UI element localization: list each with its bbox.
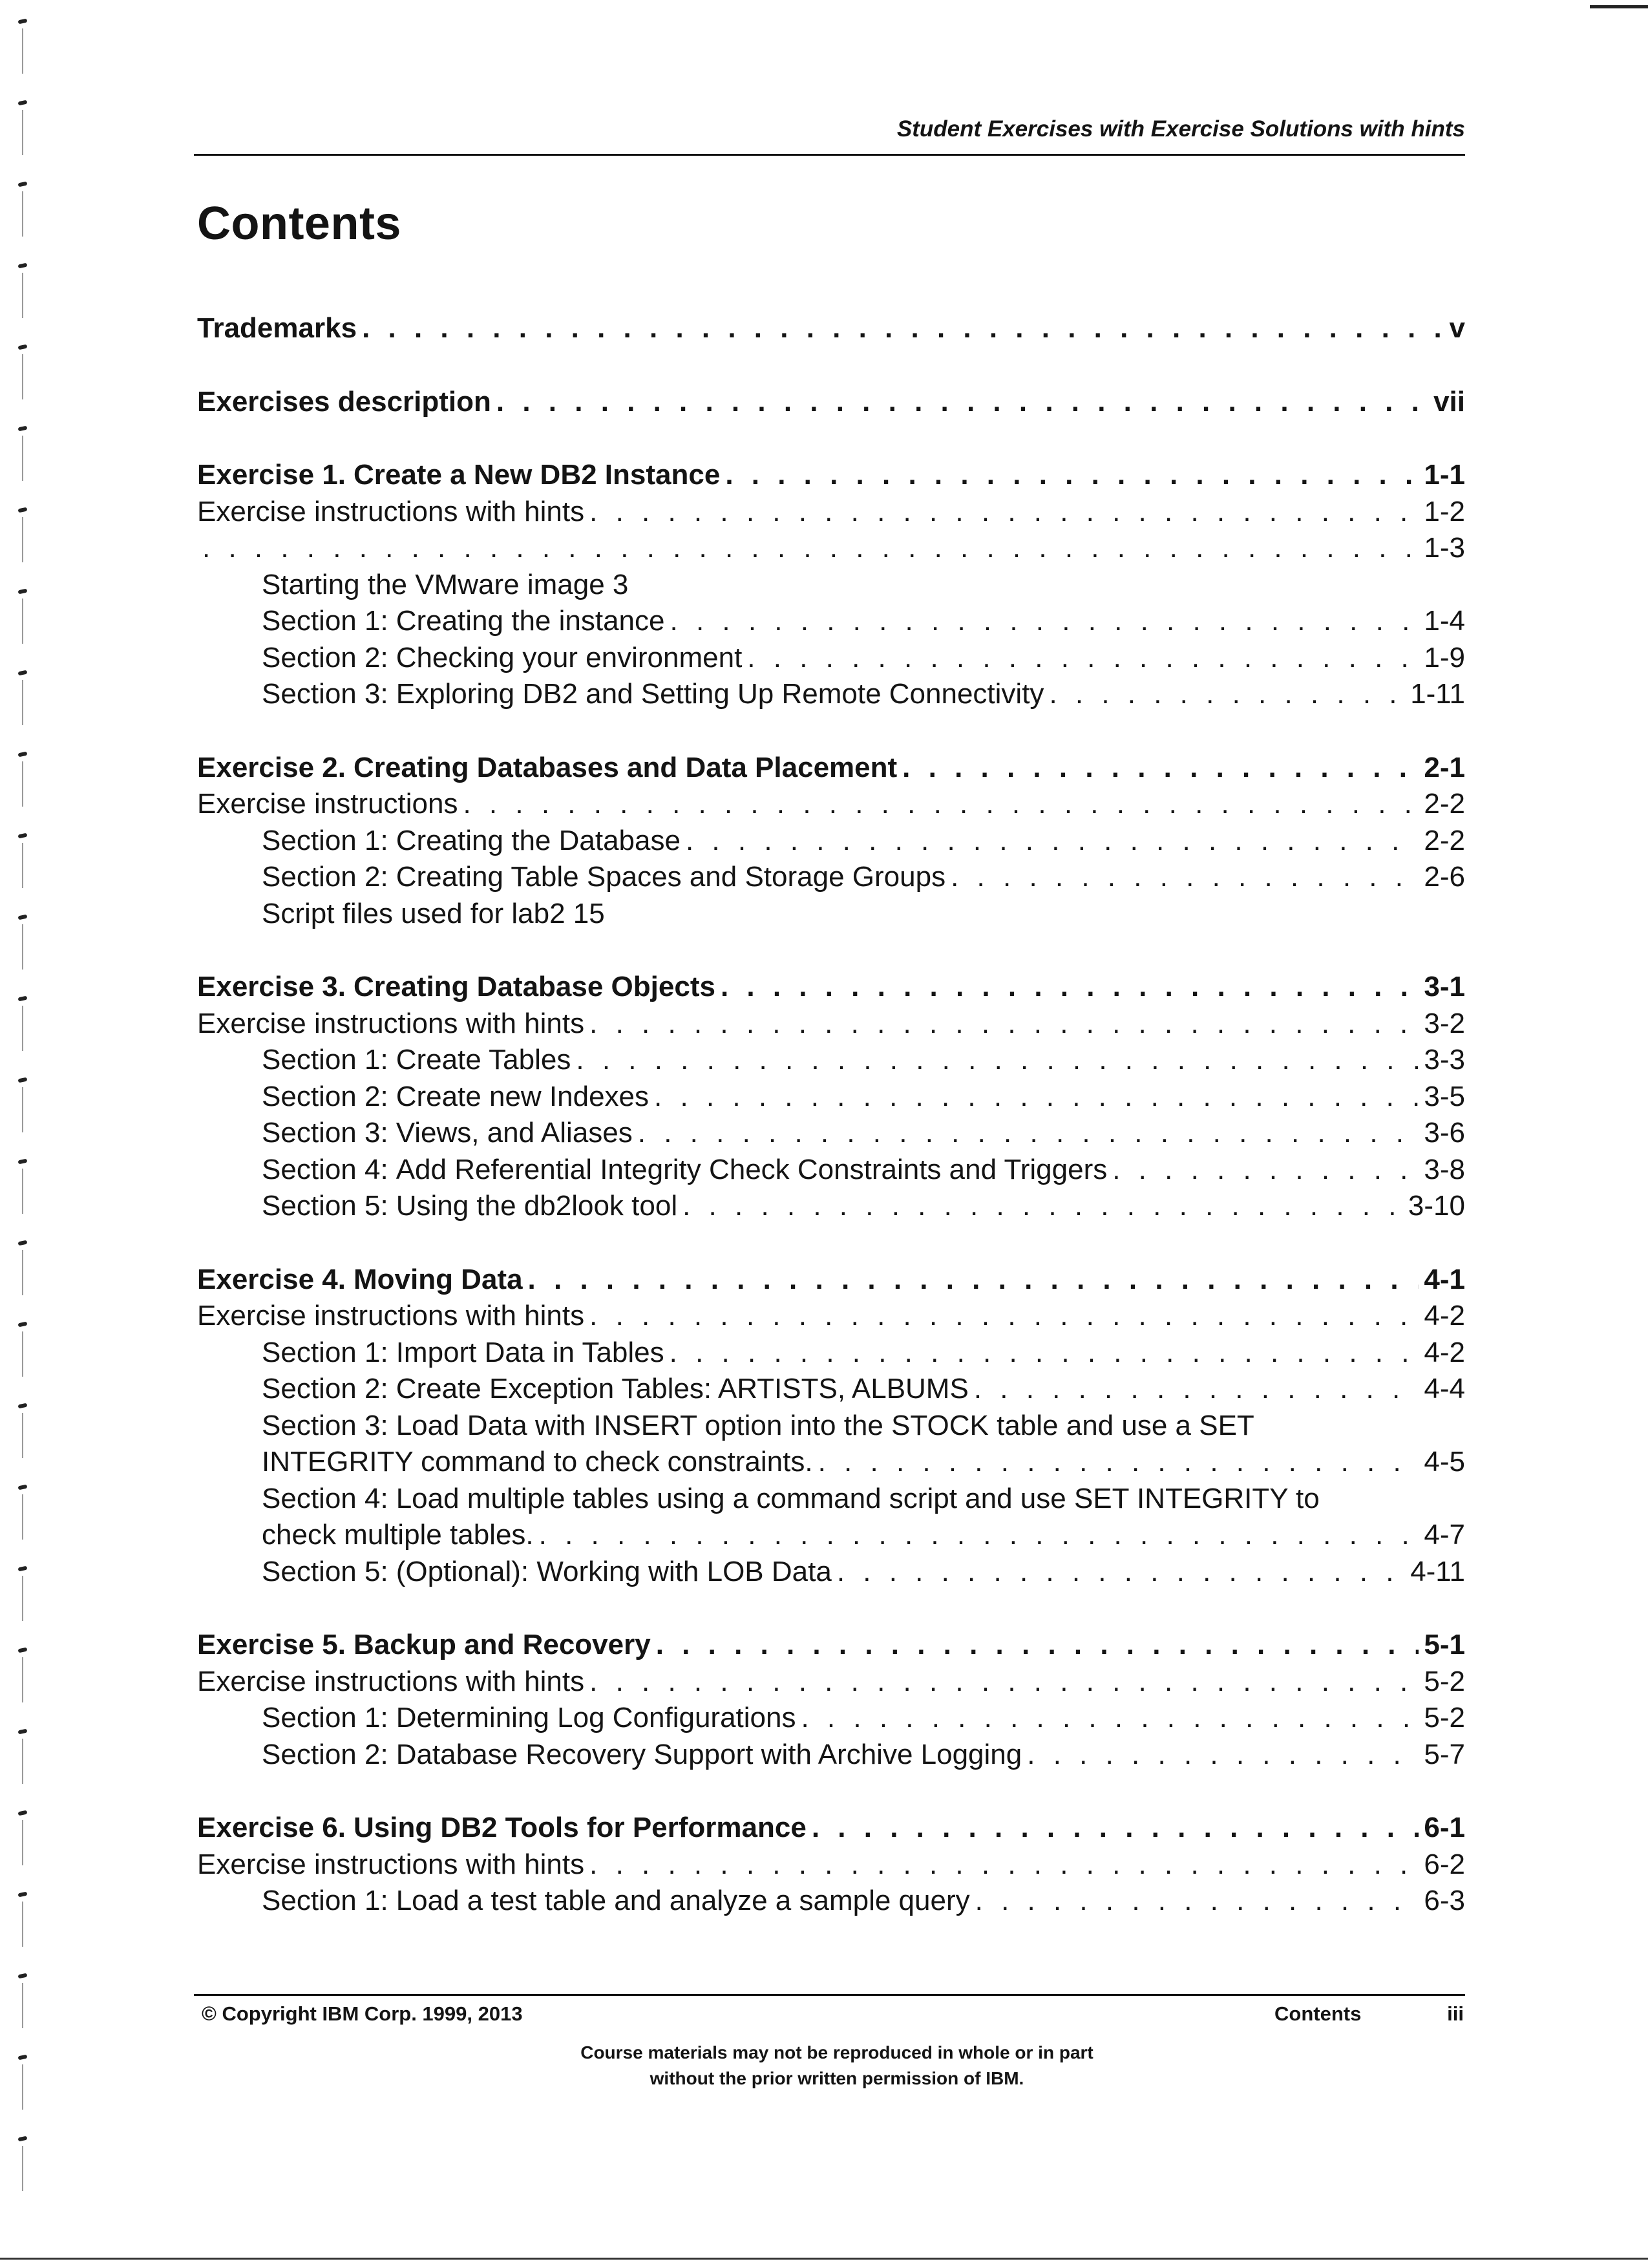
dot-leader bbox=[463, 786, 1419, 823]
toc-entry-instructions[interactable] bbox=[197, 1298, 1465, 1335]
entry-page: 2-2 bbox=[1424, 824, 1465, 856]
section-line-1 bbox=[197, 1408, 1465, 1445]
binding-shadow bbox=[22, 1169, 23, 1214]
entry-page: 1-4 bbox=[1424, 605, 1465, 637]
toc-group bbox=[197, 1627, 1465, 1773]
binding-hole bbox=[18, 2136, 28, 2142]
entry-number: Exercise 4. bbox=[197, 1263, 346, 1295]
page-title: Contents bbox=[197, 198, 401, 249]
toc-entry-instructions[interactable] bbox=[197, 1664, 1465, 1701]
scan-corner-mark bbox=[1590, 5, 1648, 8]
dot-leader bbox=[747, 640, 1419, 677]
toc-entry-section[interactable] bbox=[197, 1737, 1465, 1774]
entry-page: 4-5 bbox=[1424, 1446, 1465, 1478]
binding-shadow bbox=[22, 1006, 23, 1051]
toc-entry-section[interactable] bbox=[197, 1481, 1465, 1554]
entry-title: Views, and Aliases bbox=[396, 1117, 633, 1149]
toc-group bbox=[197, 1262, 1465, 1591]
toc-entry-section[interactable] bbox=[197, 640, 1465, 677]
binding-hole bbox=[18, 1485, 28, 1490]
entry-page: 1-2 bbox=[1424, 495, 1465, 527]
toc-entry-exercise[interactable] bbox=[197, 969, 1465, 1006]
dot-leader bbox=[496, 384, 1428, 421]
toc-entry-section[interactable] bbox=[197, 859, 1465, 896]
entry-number: Exercise 1. bbox=[197, 459, 346, 491]
dot-leader bbox=[589, 1298, 1419, 1335]
entry-page: 5-2 bbox=[1424, 1702, 1465, 1733]
section-number: Section 1: bbox=[262, 1044, 388, 1076]
binding-shadow bbox=[22, 1983, 23, 2028]
binding-shadow bbox=[22, 2146, 23, 2191]
toc-group bbox=[197, 1810, 1465, 1920]
toc-entry-section[interactable] bbox=[197, 1115, 1465, 1152]
binding-hole bbox=[18, 1240, 28, 1246]
toc-group bbox=[197, 310, 1465, 347]
binding-hole bbox=[18, 1729, 28, 1735]
toc-entry-section[interactable] bbox=[197, 1335, 1465, 1372]
toc-entry-instructions[interactable] bbox=[197, 786, 1465, 823]
entry-title: Creating Databases and Data Placement bbox=[353, 751, 898, 783]
toc-entry-section[interactable] bbox=[197, 1408, 1465, 1481]
toc-group bbox=[197, 969, 1465, 1225]
binding-hole bbox=[18, 19, 28, 25]
entry-title: Exercise instructions with hints bbox=[197, 1007, 585, 1039]
dot-leader bbox=[654, 1079, 1419, 1116]
entry-title: Create Tables bbox=[396, 1044, 571, 1076]
section-number: Section 1: bbox=[262, 824, 388, 856]
entry-title: Exercise instructions with hints bbox=[197, 495, 585, 527]
toc-entry-section[interactable] bbox=[197, 1554, 1465, 1591]
binding-shadow bbox=[22, 28, 23, 74]
binding-shadow bbox=[22, 1331, 23, 1377]
toc-entry-section[interactable] bbox=[197, 823, 1465, 860]
footer-rule bbox=[194, 1994, 1465, 1996]
binding-hole bbox=[18, 915, 28, 920]
entry-page: v bbox=[1449, 312, 1465, 344]
section-number: Section 4: bbox=[262, 1482, 388, 1514]
entry-page: 1-1 bbox=[1424, 459, 1465, 491]
binding-hole bbox=[18, 507, 28, 513]
section-number: Section 4: bbox=[262, 1153, 388, 1185]
entry-title: Using the db2look tool bbox=[396, 1190, 678, 1222]
entry-page: 1-11 bbox=[1410, 678, 1465, 710]
dot-leader bbox=[589, 1664, 1419, 1701]
entry-page: 1-3 bbox=[1424, 532, 1465, 564]
binding-hole bbox=[18, 100, 28, 106]
binding-hole bbox=[18, 426, 28, 432]
binding-shadow bbox=[22, 1576, 23, 1621]
entry-title: Load a test table and analyze a sample query bbox=[396, 1885, 970, 1916]
entry-title: Add Referential Integrity Check Constraints and Triggers bbox=[396, 1153, 1108, 1185]
binding-shadow bbox=[22, 599, 23, 644]
toc-entry-exercise[interactable] bbox=[197, 1262, 1465, 1298]
dot-leader bbox=[725, 457, 1419, 494]
toc-entry-exercise[interactable] bbox=[197, 310, 1465, 347]
section-number: Section 2: bbox=[262, 1738, 388, 1770]
entry-page: 3-10 bbox=[1408, 1190, 1465, 1222]
entry-title: Create a New DB2 Instance bbox=[353, 459, 721, 491]
section-number: Section 2: bbox=[262, 1080, 388, 1112]
entry-title: Moving Data bbox=[353, 1263, 523, 1295]
entry-page: 3-3 bbox=[1424, 1044, 1465, 1076]
dot-leader bbox=[528, 1262, 1419, 1298]
entry-page: 3-8 bbox=[1424, 1153, 1465, 1185]
running-header: Student Exercises with Exercise Solutions with hints bbox=[896, 116, 1465, 142]
entry-page: 3-2 bbox=[1424, 1007, 1465, 1039]
footer-section-label: Contents bbox=[1274, 2002, 1362, 2025]
binding-hole bbox=[18, 1403, 28, 1409]
toc-group bbox=[197, 750, 1465, 933]
toc-group bbox=[197, 384, 1465, 421]
entry-page: 2-2 bbox=[1424, 788, 1465, 820]
entry-title-continued: check multiple tables. bbox=[262, 1519, 534, 1551]
entry-title: Exercises description bbox=[197, 385, 491, 418]
entry-title: Create Exception Tables: ARTISTS, ALBUMS bbox=[396, 1373, 969, 1404]
dot-leader bbox=[1027, 1737, 1419, 1774]
dot-leader bbox=[812, 1810, 1419, 1847]
toc-entry-section[interactable] bbox=[197, 1883, 1465, 1920]
entry-title: Checking your environment bbox=[396, 641, 743, 673]
entry-number: Exercise 6. bbox=[197, 1812, 346, 1843]
binding-shadow bbox=[22, 1250, 23, 1295]
entry-number: Exercise 2. bbox=[197, 751, 346, 783]
entry-page: 2-1 bbox=[1424, 751, 1465, 783]
dot-leader bbox=[638, 1115, 1419, 1152]
section-number: Section 5: bbox=[262, 1555, 388, 1587]
entry-page: 2-6 bbox=[1424, 861, 1465, 893]
binding-hole bbox=[18, 1892, 28, 1898]
entry-title: Create new Indexes bbox=[396, 1080, 650, 1112]
binding-hole bbox=[18, 996, 28, 1002]
binding-hole bbox=[18, 1077, 28, 1083]
entry-page: 4-1 bbox=[1424, 1263, 1465, 1295]
dot-leader bbox=[202, 530, 1419, 567]
section-number: Section 2: bbox=[262, 861, 388, 893]
toc-entry-section[interactable] bbox=[197, 1042, 1465, 1079]
binding-hole bbox=[18, 1648, 28, 1653]
dot-leader bbox=[721, 969, 1419, 1006]
entry-page: 4-4 bbox=[1424, 1373, 1465, 1404]
dot-leader bbox=[589, 494, 1419, 531]
toc-entry-instructions[interactable] bbox=[197, 494, 1465, 531]
binding-shadow bbox=[22, 761, 23, 807]
binding-shadow bbox=[22, 1902, 23, 1947]
entry-title: Determining Log Configurations bbox=[396, 1702, 796, 1733]
entry-title-continued: INTEGRITY command to check constraints. bbox=[262, 1446, 813, 1478]
dot-leader bbox=[686, 823, 1419, 860]
entry-page: 6-3 bbox=[1424, 1885, 1465, 1916]
dot-leader bbox=[801, 1700, 1419, 1737]
entry-title: Database Recovery Support with Archive Logging bbox=[396, 1738, 1022, 1770]
binding-hole bbox=[18, 344, 28, 350]
dot-leader bbox=[670, 603, 1419, 640]
binding-hole bbox=[18, 263, 28, 269]
entry-page: 6-1 bbox=[1424, 1812, 1465, 1843]
dot-leader bbox=[656, 1627, 1419, 1664]
binding-shadow bbox=[22, 1739, 23, 1784]
footer-note-line-2: without the prior written permission of IBM. bbox=[650, 2068, 1024, 2088]
dot-leader bbox=[974, 1371, 1419, 1408]
dot-leader bbox=[837, 1554, 1405, 1591]
entry-title: Creating Table Spaces and Storage Groups bbox=[396, 861, 946, 893]
entry-page: 4-11 bbox=[1410, 1555, 1465, 1587]
toc-entry-exercise[interactable] bbox=[197, 750, 1465, 787]
entry-page: 5-1 bbox=[1424, 1629, 1465, 1660]
binding-shadow bbox=[22, 1413, 23, 1458]
binding-shadow bbox=[22, 273, 23, 318]
toc-entry-section[interactable] bbox=[197, 676, 1465, 713]
toc-entry-section[interactable] bbox=[197, 1188, 1465, 1225]
toc-group bbox=[197, 457, 1465, 713]
section-number: Section 3: bbox=[262, 1409, 388, 1441]
binding-shadow bbox=[22, 843, 23, 888]
binding-marks bbox=[6, 0, 45, 2268]
entry-title: Trademarks bbox=[197, 312, 357, 344]
toc-entry-section[interactable] bbox=[197, 603, 1465, 640]
toc-entry-section[interactable] bbox=[197, 1700, 1465, 1737]
entry-title: Exercise instructions with hints bbox=[197, 1300, 585, 1331]
entry-page: 3-5 bbox=[1424, 1080, 1465, 1112]
entry-title: Creating the Database bbox=[396, 824, 681, 856]
binding-shadow bbox=[22, 1494, 23, 1540]
section-line-1 bbox=[197, 1481, 1465, 1518]
binding-hole bbox=[18, 1322, 28, 1328]
section-number: Section 1: bbox=[262, 1702, 388, 1733]
dot-leader bbox=[951, 859, 1419, 896]
entry-page: 6-2 bbox=[1424, 1848, 1465, 1880]
toc-entry-instructions[interactable] bbox=[197, 1006, 1465, 1043]
dot-leader bbox=[539, 1517, 1419, 1554]
entry-title: Backup and Recovery bbox=[353, 1629, 651, 1660]
entry-title: (Optional): Working with LOB Data bbox=[396, 1555, 832, 1587]
header-rule bbox=[194, 154, 1465, 156]
toc-entry-exercise[interactable] bbox=[197, 1627, 1465, 1664]
entry-title: Creating Database Objects bbox=[353, 971, 715, 1002]
binding-hole bbox=[18, 1159, 28, 1165]
toc-entry-untitled[interactable] bbox=[197, 530, 1465, 567]
dot-leader bbox=[589, 1847, 1419, 1883]
dot-leader bbox=[1049, 676, 1405, 713]
entry-page: 5-2 bbox=[1424, 1665, 1465, 1697]
entry-page: 1-9 bbox=[1424, 641, 1465, 673]
dot-leader bbox=[1112, 1152, 1419, 1189]
binding-hole bbox=[18, 182, 28, 187]
binding-hole bbox=[18, 752, 28, 758]
entry-page: 4-2 bbox=[1424, 1300, 1465, 1331]
entry-page: 3-6 bbox=[1424, 1117, 1465, 1149]
footer-page-number: iii bbox=[1447, 2002, 1464, 2025]
binding-shadow bbox=[22, 110, 23, 155]
toc-entry-instructions[interactable] bbox=[197, 1847, 1465, 1883]
toc-entry-plain[interactable] bbox=[197, 896, 1465, 933]
entry-number: Exercise 5. bbox=[197, 1629, 346, 1660]
entry-title: Exercise instructions bbox=[197, 788, 458, 820]
section-number: Section 1: bbox=[262, 1336, 388, 1368]
entry-title: Exercise instructions with hints bbox=[197, 1665, 585, 1697]
entry-title: Using DB2 Tools for Performance bbox=[353, 1812, 807, 1843]
dot-leader bbox=[589, 1006, 1419, 1043]
binding-hole bbox=[18, 833, 28, 839]
toc-entry-exercise[interactable] bbox=[197, 457, 1465, 494]
toc-entry-exercise[interactable] bbox=[197, 384, 1465, 421]
entry-title: Import Data in Tables bbox=[396, 1336, 664, 1368]
binding-hole bbox=[18, 1973, 28, 1979]
toc-entry-section[interactable] bbox=[197, 1371, 1465, 1408]
entry-page: 4-7 bbox=[1424, 1519, 1465, 1551]
section-number: Section 3: bbox=[262, 678, 388, 710]
section-number: Section 3: bbox=[262, 1117, 388, 1149]
entry-title: Creating the instance bbox=[396, 605, 665, 637]
binding-shadow bbox=[22, 680, 23, 725]
toc-entry-section[interactable] bbox=[197, 1152, 1465, 1189]
binding-shadow bbox=[22, 1087, 23, 1132]
binding-hole bbox=[18, 1810, 28, 1816]
dot-leader bbox=[818, 1444, 1419, 1481]
binding-shadow bbox=[22, 436, 23, 481]
section-number: Section 2: bbox=[262, 1373, 388, 1404]
binding-shadow bbox=[22, 191, 23, 237]
entry-page: vii bbox=[1433, 385, 1465, 418]
binding-shadow bbox=[22, 517, 23, 562]
binding-shadow bbox=[22, 1657, 23, 1702]
binding-hole bbox=[18, 1566, 28, 1572]
dot-leader bbox=[670, 1335, 1419, 1372]
toc-entry-plain[interactable] bbox=[197, 567, 1465, 604]
entry-page: 4-2 bbox=[1424, 1336, 1465, 1368]
dot-leader bbox=[902, 750, 1419, 787]
table-of-contents bbox=[197, 310, 1465, 1956]
entry-title: Script files used for lab2 15 bbox=[262, 897, 605, 929]
entry-title: Exercise instructions with hints bbox=[197, 1848, 585, 1880]
entry-page: 3-1 bbox=[1424, 971, 1465, 1002]
binding-shadow bbox=[22, 924, 23, 970]
dot-leader bbox=[682, 1188, 1403, 1225]
section-line-2 bbox=[197, 1444, 1465, 1481]
entry-number: Exercise 3. bbox=[197, 971, 346, 1002]
binding-shadow bbox=[22, 1820, 23, 1865]
footer-copyright: © Copyright IBM Corp. 1999, 2013 bbox=[202, 2002, 523, 2025]
toc-entry-section[interactable] bbox=[197, 1079, 1465, 1116]
entry-page: 5-7 bbox=[1424, 1738, 1465, 1770]
dot-leader bbox=[362, 310, 1444, 347]
section-number: Section 1: bbox=[262, 605, 388, 637]
binding-hole bbox=[18, 589, 28, 595]
section-number: Section 2: bbox=[262, 641, 388, 673]
entry-title: Starting the VMware image 3 bbox=[262, 568, 629, 600]
footer-note-line-1: Course materials may not be reproduced in whole or in part bbox=[580, 2042, 1093, 2062]
section-line-2 bbox=[197, 1517, 1465, 1554]
toc-entry-exercise[interactable] bbox=[197, 1810, 1465, 1847]
binding-shadow bbox=[22, 354, 23, 399]
dot-leader bbox=[975, 1883, 1419, 1920]
scan-bottom-edge bbox=[0, 2258, 1648, 2260]
entry-title: Load Data with INSERT option into the STOCK table and use a SET bbox=[396, 1409, 1254, 1441]
section-number: Section 5: bbox=[262, 1190, 388, 1222]
entry-title: Load multiple tables using a command script and use SET INTEGRITY to bbox=[396, 1482, 1320, 1514]
binding-hole bbox=[18, 670, 28, 676]
dot-leader bbox=[576, 1042, 1419, 1079]
section-number: Section 1: bbox=[262, 1885, 388, 1916]
footer-legal-note bbox=[0, 2040, 1648, 2092]
entry-title: Exploring DB2 and Setting Up Remote Connectivity bbox=[396, 678, 1044, 710]
